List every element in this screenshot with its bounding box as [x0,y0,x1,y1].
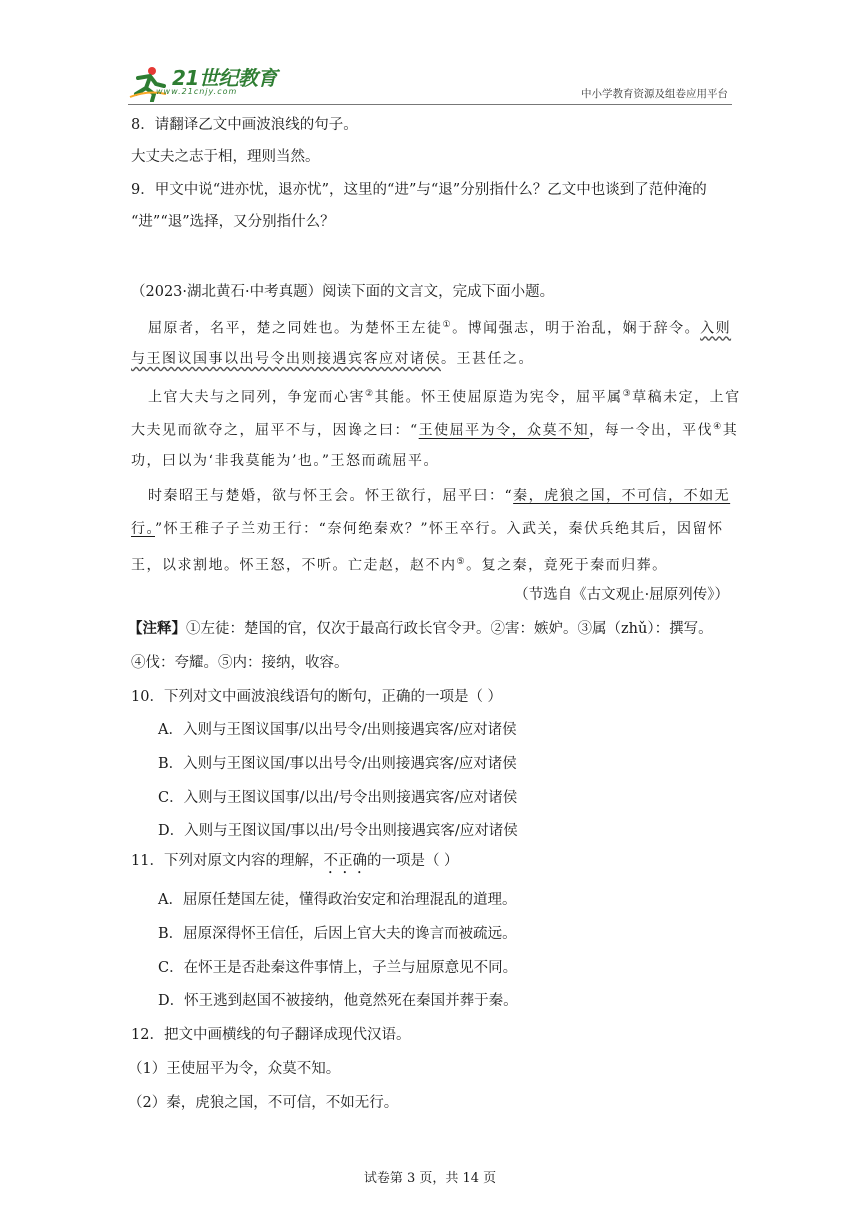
q9-stem-line2: “进”“退”选择，又分别指什么？ [131,214,335,230]
q12-stem: 12．把文中画横线的句子翻译成现代汉语。 [131,1027,411,1043]
q11-option-d[interactable]: D．怀王逃到赵国不被接纳，他竟然死在秦国并葬于秦。 [158,993,518,1009]
passage-source: （节选自《古文观止·屈原列传》） [514,587,729,603]
underlined-text: 秦，虎狼之国，不可信，不如无 [513,488,731,504]
text-span: 草稿未定，上官 [632,389,741,406]
q11-option-c[interactable]: C．在怀王是否赴秦这件事情上，子兰与屈原意见不同。 [158,960,518,976]
text-span: ，每一令出，平伐 [589,422,714,439]
q10-option-a[interactable]: A．入则与王图议国事/以出号令/出则接遇宾客/应对诸侯 [158,722,517,738]
passage-p2-line1 [148,385,741,407]
underlined-text: 王使屈平为令，众莫不知 [418,422,590,439]
notes-line1 [128,620,713,638]
text-span: ”怀王稚子子兰劝王行：“奈何绝秦欢？”怀王卒行。入武关，秦伏兵绝其后，因留怀 [155,521,724,537]
wavy-underlined-text: 与王图议国事以出号令出则接遇宾客应对诸侯 [131,351,441,367]
q11-option-b[interactable]: B．屈原深得怀王信任，后因上官大夫的谗言而被疏远。 [158,926,517,942]
text-span: 屈原者，名平，楚之同姓也。为楚怀王左徒 [148,320,443,337]
text-span: 其能。怀王使屈原造为宪令，屈平属 [374,389,623,406]
text-span: 上官大夫与之同列，争宠而心害 [148,389,365,406]
notes-label: 【注释】 [128,620,186,637]
text-span: 11．下列对原文内容的理解， [131,853,324,869]
emphasis-text: 不正确 [323,853,367,869]
notes-line2: ④伐：夸耀。⑤内：接纳，收容。 [131,655,349,671]
text-span: 。复之秦，竟死于秦而归葬。 [466,557,668,574]
logo-text: 21世纪教育 [172,66,277,90]
text-span: 王，以求割地。怀王怒，不听。亡走赵，赵不内 [131,557,457,574]
runner-logo-icon [128,64,168,102]
note-mark: ⑤ [456,557,467,567]
text-span: 时秦昭王与楚婚，欲与怀王会。怀王欲行，屈平曰：“ [148,488,514,504]
passage-p2-line3: 功，曰以为‘非我莫能为’也。”王怒而疏屈平。 [131,453,440,469]
note-mark: ① [442,320,453,330]
q10-option-c[interactable]: C．入则与王图议国事/以出/号令出则接遇宾客/应对诸侯 [158,790,518,806]
q11-stem [131,852,459,877]
site-logo [128,64,278,102]
q10-option-b[interactable]: B．入则与王图议国/事以出号令/出则接遇宾客/应对诸侯 [158,756,517,772]
passage-p2-line2 [131,418,738,440]
passage-p3-line3 [131,553,668,575]
passage-p3-line2 [131,520,723,538]
note-mark: ③ [622,389,633,399]
text-span: 大夫见而欲夺之，屈平不与，因谗之曰：“ [131,422,419,439]
platform-name: 中小学教育资源及组卷应用平台 [581,88,728,100]
text-span: ①左徒：楚国的官，仅次于最高行政长官令尹。②害：嫉妒。③属（zhǔ）：撰写。 [186,621,713,637]
q12-sentence-2: （2）秦，虎狼之国，不可信，不如无行。 [128,1095,399,1111]
wavy-underlined-text: 入则 [700,320,732,337]
q12-sentence-1: （1）王使屈平为令，众莫不知。 [128,1061,341,1077]
passage-intro: （2023·湖北黄石·中考真题）阅读下面的文言文，完成下面小题。 [131,284,555,300]
text-span: 的一项是（ ） [366,853,459,869]
q9-stem-line1: 9．甲文中说“进亦忧，退亦忧”，这里的“进”与“退”分别指什么？乙文中也谈到了范仲淹的 [131,182,707,198]
logo-url: www.21cnjy.com [156,87,238,96]
page-footer: 试卷第 3 页，共 14 页 [363,1171,497,1186]
text-span: 。博闻强志，明于治乱，娴于辞令。 [452,320,701,337]
passage-p1-line2 [131,350,534,368]
text-span: 其 [722,422,739,439]
page-header [128,64,732,105]
q10-stem: 10．下列对文中画波浪线语句的断句，正确的一项是（ ） [131,689,503,705]
q8-sentence: 大丈夫之志于相，理则当然。 [131,149,320,165]
passage-p3-line1 [148,487,730,505]
q8-stem: 8．请翻译乙文中画波浪线的句子。 [131,117,358,133]
note-mark: ② [365,389,375,399]
passage-p1-line1 [148,316,731,338]
q11-option-a[interactable]: A．屈原任楚国左徒，懂得政治安定和治理混乱的道理。 [158,892,517,908]
note-mark: ④ [713,422,723,432]
q10-option-d[interactable]: D．入则与王图议国/事以出/号令出则接遇宾客/应对诸侯 [158,823,518,839]
text-span: 。王甚任之。 [441,351,534,367]
underlined-text: 行。 [131,521,155,537]
